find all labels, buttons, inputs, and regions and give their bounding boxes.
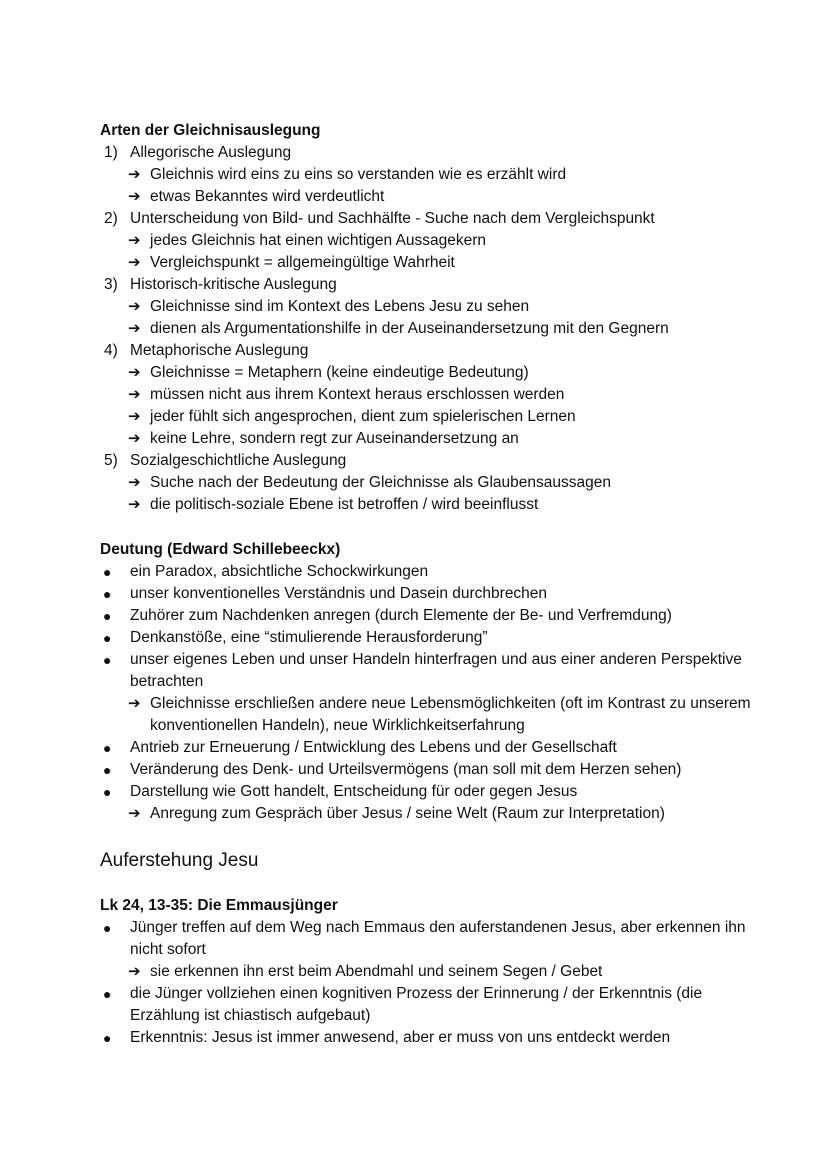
sub-list-item <box>100 230 760 252</box>
bullet-list <box>100 917 760 1049</box>
sub-list-item <box>100 252 760 274</box>
bullet-icon: ● <box>103 762 112 778</box>
bullet-icon: ● <box>103 630 112 646</box>
bullet-icon: ● <box>103 586 112 602</box>
sub-item-text: sie erkennen ihn erst beim Abendmahl und seinem Segen / Gebet <box>150 963 603 980</box>
bullet-icon: ● <box>103 986 112 1002</box>
sub-list-item <box>100 472 760 494</box>
list-item <box>100 917 760 961</box>
bullet-icon: ● <box>103 608 112 624</box>
sub-list-item <box>100 406 760 428</box>
list-item-text: unser konventionelles Verständnis und Dasein durchbrechen <box>130 585 548 602</box>
sub-list-item <box>100 494 760 516</box>
sub-list-item <box>100 318 760 340</box>
list-item <box>100 340 760 362</box>
list-number: 2) <box>104 210 118 227</box>
arrow-icon: ➔ <box>128 408 141 425</box>
sub-item-text: die politisch-soziale Ebene ist betroffen / wird beeinflusst <box>150 496 539 513</box>
arrow-icon: ➔ <box>128 963 141 980</box>
sub-item-text: Gleichnisse erschließen andere neue Lebensmöglichkeiten (oft im Kontrast zu unserem konventionellen Handeln), neue Wirklichkeitserfahrung <box>150 695 751 734</box>
list-item-text: Erkenntnis: Jesus ist immer anwesend, aber er muss von uns entdeckt werden <box>130 1029 671 1046</box>
arrow-icon: ➔ <box>128 298 141 315</box>
arrow-icon: ➔ <box>128 166 141 183</box>
arrow-icon: ➔ <box>128 386 141 403</box>
sub-list-item <box>100 296 760 318</box>
bullet-icon: ● <box>103 1030 112 1046</box>
sub-item-text: etwas Bekanntes wird verdeutlicht <box>150 188 385 205</box>
list-item-text: unser eigenes Leben und unser Handeln hinterfragen und aus einer anderen Perspektive betrachten <box>130 651 742 690</box>
sub-list-item <box>100 384 760 406</box>
sub-list-item <box>100 803 760 825</box>
arrow-icon: ➔ <box>128 474 141 491</box>
list-item <box>100 583 760 605</box>
list-item <box>100 627 760 649</box>
list-item-text: ein Paradox, absichtliche Schockwirkungen <box>130 563 429 580</box>
list-item-label: Metaphorische Auslegung <box>130 342 309 359</box>
list-number: 1) <box>104 144 118 161</box>
list-item <box>100 737 760 759</box>
list-item-label: Allegorische Auslegung <box>130 144 292 161</box>
arrow-icon: ➔ <box>128 496 141 513</box>
list-item-text: Jünger treffen auf dem Weg nach Emmaus den auferstandenen Jesus, aber erkennen ihn nicht sofort <box>130 919 746 958</box>
list-item-text: Antrieb zur Erneuerung / Entwicklung des Lebens und der Gesellschaft <box>130 739 617 756</box>
bullet-list <box>100 561 760 825</box>
section-heading: Arten der Gleichnisauslegung <box>100 122 321 139</box>
section-gleichnisauslegung <box>100 120 760 516</box>
section-emmausjuenger <box>100 895 760 1049</box>
sub-list-item <box>100 362 760 384</box>
list-number: 5) <box>104 452 118 469</box>
bullet-icon: ● <box>103 564 112 580</box>
list-item-text: Denkanstöße, eine “stimulierende Herausforderung” <box>130 629 488 646</box>
sub-item-text: jeder fühlt sich angesprochen, dient zum spielerischen Lernen <box>150 408 576 425</box>
list-item <box>100 649 760 693</box>
section-deutung <box>100 539 760 825</box>
arrow-icon: ➔ <box>128 805 141 822</box>
list-number: 3) <box>104 276 118 293</box>
list-item-label: Sozialgeschichtliche Auslegung <box>130 452 347 469</box>
list-item <box>100 605 760 627</box>
list-item <box>100 142 760 164</box>
sub-item-text: jedes Gleichnis hat einen wichtigen Aussagekern <box>150 232 487 249</box>
list-item <box>100 450 760 472</box>
bullet-icon: ● <box>103 920 112 936</box>
list-item <box>100 1027 760 1049</box>
list-item <box>100 561 760 583</box>
bullet-icon: ● <box>103 784 112 800</box>
sub-item-text: Gleichnisse sind im Kontext des Lebens Jesu zu sehen <box>150 298 530 315</box>
sub-item-text: Vergleichspunkt = allgemeingültige Wahrheit <box>150 254 455 271</box>
page-heading: Auferstehung Jesu <box>100 850 259 871</box>
list-item-text: Veränderung des Denk- und Urteilsvermögens (man soll mit dem Herzen sehen) <box>130 761 682 778</box>
sub-item-text: keine Lehre, sondern regt zur Auseinandersetzung an <box>150 430 519 447</box>
list-item <box>100 759 760 781</box>
list-item <box>100 781 760 803</box>
sub-list-item <box>100 186 760 208</box>
sub-item-text: Gleichnisse = Metaphern (keine eindeutige Bedeutung) <box>150 364 529 381</box>
sub-list-item <box>100 164 760 186</box>
arrow-icon: ➔ <box>128 430 141 447</box>
section-auferstehung <box>100 848 760 874</box>
sub-list-item <box>100 693 760 737</box>
list-item-label: Unterscheidung von Bild- und Sachhälfte - Suche nach dem Vergleichspunkt <box>130 210 655 227</box>
list-item <box>100 208 760 230</box>
sub-list-item <box>100 428 760 450</box>
arrow-icon: ➔ <box>128 254 141 271</box>
sub-item-text: Gleichnis wird eins zu eins so verstanden wie es erzählt wird <box>150 166 567 183</box>
list-item-label: Historisch-kritische Auslegung <box>130 276 337 293</box>
bullet-icon: ● <box>103 652 112 668</box>
bullet-icon: ● <box>103 740 112 756</box>
list-number: 4) <box>104 342 118 359</box>
list-item <box>100 274 760 296</box>
sub-item-text: dienen als Argumentationshilfe in der Auseinandersetzung mit den Gegnern <box>150 320 669 337</box>
list-item-text: Zuhörer zum Nachdenken anregen (durch Elemente der Be- und Verfremdung) <box>130 607 672 624</box>
section-heading: Deutung (Edward Schillebeeckx) <box>100 541 341 558</box>
arrow-icon: ➔ <box>128 188 141 205</box>
section-heading: Lk 24, 13-35: Die Emmausjünger <box>100 897 338 914</box>
arrow-icon: ➔ <box>128 695 141 712</box>
sub-item-text: Suche nach der Bedeutung der Gleichnisse als Glaubensaussagen <box>150 474 612 491</box>
list-item-text: die Jünger vollziehen einen kognitiven Prozess der Erinnerung / der Erkenntnis (die Erzählung ist chiastisch aufgebaut) <box>130 985 703 1024</box>
arrow-icon: ➔ <box>128 364 141 381</box>
numbered-list <box>100 142 760 516</box>
arrow-icon: ➔ <box>128 232 141 249</box>
sub-item-text: Anregung zum Gespräch über Jesus / seine Welt (Raum zur Interpretation) <box>150 805 665 822</box>
list-item-text: Darstellung wie Gott handelt, Entscheidung für oder gegen Jesus <box>130 783 578 800</box>
list-item <box>100 983 760 1027</box>
arrow-icon: ➔ <box>128 320 141 337</box>
sub-list-item <box>100 961 760 983</box>
sub-item-text: müssen nicht aus ihrem Kontext heraus erschlossen werden <box>150 386 565 403</box>
